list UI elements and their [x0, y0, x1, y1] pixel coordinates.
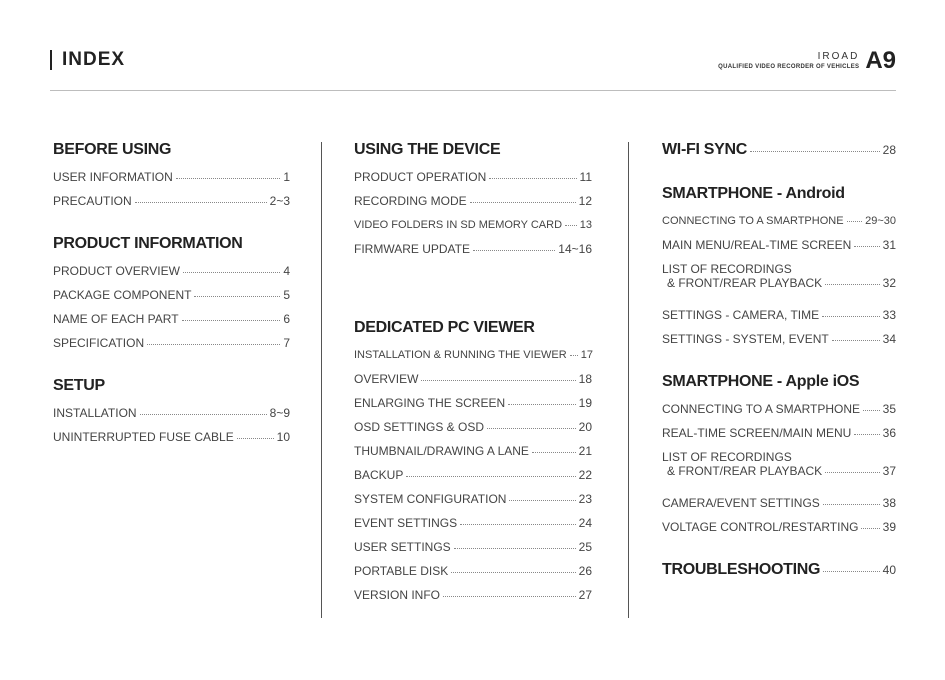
toc-entry[interactable]: [354, 396, 592, 420]
toc-entry[interactable]: [53, 430, 290, 454]
toc-column-3: [662, 140, 896, 580]
dot-leader: [473, 250, 555, 251]
toc-entry[interactable]: [354, 540, 592, 564]
toc-entry-page: 21: [578, 444, 592, 458]
model-name: A9: [865, 47, 896, 74]
toc-entry-page: 38: [882, 496, 896, 510]
dot-leader: [508, 404, 575, 405]
toc-entry-label: PRODUCT OVERVIEW: [53, 264, 180, 278]
toc-entry[interactable]: [354, 492, 592, 516]
toc-entry-page: 19: [578, 396, 592, 410]
toc-entry-page: 7: [283, 336, 290, 350]
page-title: INDEX: [50, 50, 125, 70]
dot-leader: [832, 340, 880, 341]
toc-entry-page: 20: [578, 420, 592, 434]
toc-entry-page: 11: [579, 170, 592, 184]
dot-leader: [451, 572, 575, 573]
dot-leader: [406, 476, 575, 477]
toc-entry[interactable]: [662, 402, 896, 426]
toc-entry-page: 32: [882, 276, 896, 290]
toc-entry-label: RECORDING MODE: [354, 194, 467, 208]
section-title-wifi-sync: WI-FI SYNC: [662, 141, 747, 158]
toc-entry-label: USER INFORMATION: [53, 170, 173, 184]
toc-entry-page: 1: [283, 170, 290, 184]
dot-leader: [847, 221, 863, 222]
section-title-smartphone-ios: SMARTPHONE - Apple iOS: [662, 373, 860, 390]
toc-entry-page: 33: [882, 308, 896, 322]
dot-leader: [863, 410, 880, 411]
toc-entry-label: EVENT SETTINGS: [354, 516, 458, 530]
toc-entry-label: ENLARGING THE SCREEN: [354, 396, 506, 410]
toc-entry-label: OVERVIEW: [354, 372, 419, 386]
toc-entry-page: 28: [882, 143, 896, 157]
section-title-setup: SETUP: [53, 377, 105, 394]
dot-leader: [183, 272, 280, 273]
toc-entry[interactable]: [662, 520, 896, 544]
dot-leader: [487, 428, 576, 429]
brand-logo: [718, 46, 896, 76]
dot-leader: [454, 548, 576, 549]
toc-entry-label: CAMERA/EVENT SETTINGS: [662, 496, 820, 510]
toc-entry[interactable]: [354, 348, 592, 372]
toc-entry-page: 6: [283, 312, 290, 326]
toc-entry-page: 27: [578, 588, 592, 602]
toc-entry-label: BACKUP: [354, 468, 404, 482]
brand-tagline: QUALIFIED VIDEO RECORDER OF VEHICLES: [718, 63, 860, 70]
toc-entry-page: 23: [578, 492, 592, 506]
dot-leader: [176, 178, 281, 179]
section-title-using-the-device: USING THE DEVICE: [354, 141, 501, 158]
toc-entry-page: 26: [578, 564, 592, 578]
toc-entry-label-line2: & FRONT/REAR PLAYBACK: [667, 464, 823, 478]
toc-entry-label: VERSION INFO: [354, 588, 441, 602]
toc-entry-label: VIDEO FOLDERS IN SD MEMORY CARD: [354, 219, 563, 231]
toc-entry[interactable]: [354, 444, 592, 468]
toc-entry-label: INSTALLATION & RUNNING THE VIEWER: [354, 349, 567, 361]
toc-entry-label: NAME OF EACH PART: [53, 312, 179, 326]
toc-entry[interactable]: [354, 468, 592, 492]
toc-entry[interactable]: [662, 450, 896, 496]
brand-text: [718, 51, 859, 72]
toc-entry[interactable]: [53, 264, 290, 288]
section-list-product-information: [53, 264, 290, 360]
toc-entry[interactable]: [662, 308, 896, 332]
toc-entry[interactable]: [354, 420, 592, 444]
toc-entry-wifi-sync[interactable]: [662, 140, 896, 160]
toc-entry[interactable]: [53, 194, 290, 218]
toc-entry-label: USER SETTINGS: [354, 540, 451, 554]
toc-entry-page: 12: [578, 194, 592, 208]
section-list-before-using: [53, 170, 290, 218]
dot-leader: [861, 528, 879, 529]
section-list-setup: [53, 406, 290, 454]
toc-entry-label: MAIN MENU/REAL-TIME SCREEN: [662, 238, 852, 252]
toc-column-1: [53, 140, 290, 454]
dot-leader: [823, 504, 880, 505]
dot-leader: [147, 344, 280, 345]
toc-entry-label-line2: & FRONT/REAR PLAYBACK: [667, 276, 823, 290]
toc-entry-page: 17: [580, 349, 593, 361]
toc-entry[interactable]: [354, 564, 592, 588]
section-title-product-information: PRODUCT INFORMATION: [53, 235, 243, 252]
column-divider: [321, 142, 322, 618]
toc-entry-label: PACKAGE COMPONENT: [53, 288, 192, 302]
toc-entry-page: 10: [276, 430, 290, 444]
toc-entry-label: INSTALLATION: [53, 406, 137, 420]
toc-entry-label: VOLTAGE CONTROL/RESTARTING: [662, 520, 859, 534]
section-list-smartphone-android: [662, 214, 896, 356]
toc-entry-label-line1: LIST OF RECORDINGS: [662, 262, 792, 276]
toc-entry[interactable]: [662, 426, 896, 450]
dot-leader: [570, 355, 578, 356]
toc-entry[interactable]: [662, 262, 896, 308]
dot-leader: [532, 452, 576, 453]
dot-leader: [135, 202, 267, 203]
section-list-dedicated-pc-viewer: [354, 348, 592, 612]
toc-entry-label: SYSTEM CONFIGURATION: [354, 492, 507, 506]
section-list-using-the-device: [354, 170, 592, 266]
dot-leader: [822, 316, 880, 317]
toc-entry-label: PORTABLE DISK: [354, 564, 449, 578]
page-header: [50, 40, 896, 91]
toc-entry[interactable]: [53, 312, 290, 336]
toc-entry[interactable]: [662, 496, 896, 520]
toc-entry-label: SPECIFICATION: [53, 336, 145, 350]
toc-entry-page: 2~3: [269, 194, 290, 208]
toc-entry[interactable]: [662, 238, 896, 262]
dot-leader: [489, 178, 576, 179]
dot-leader: [825, 472, 879, 473]
toc-entry-page: 13: [579, 219, 592, 231]
brand-name: IROAD: [817, 50, 860, 62]
dot-leader: [470, 202, 576, 203]
dot-leader: [443, 596, 576, 597]
dot-leader: [854, 434, 879, 435]
toc-entry-label: REAL-TIME SCREEN/MAIN MENU: [662, 426, 852, 440]
toc-entry[interactable]: [354, 242, 592, 266]
toc-entry[interactable]: [662, 214, 896, 238]
toc-entry[interactable]: [354, 218, 592, 242]
toc-entry[interactable]: [53, 336, 290, 360]
dot-leader: [140, 414, 267, 415]
toc-entry-page: 39: [882, 520, 896, 534]
toc-entry-page: 40: [882, 563, 896, 577]
toc-entry-page: 37: [882, 464, 896, 478]
section-title-troubleshooting: TROUBLESHOOTING: [662, 561, 821, 578]
toc-entry-page: 18: [578, 372, 592, 386]
toc-entry-label: PRECAUTION: [53, 194, 132, 208]
toc-entry-label: CONNECTING TO A SMARTPHONE: [662, 402, 861, 416]
toc-entry-label: OSD SETTINGS & OSD: [354, 420, 485, 434]
dot-leader: [565, 225, 577, 226]
toc-entry-page: 22: [578, 468, 592, 482]
toc-entry-troubleshooting[interactable]: [662, 560, 896, 580]
toc-entry-label: CONNECTING TO A SMARTPHONE: [662, 215, 844, 227]
toc-entry[interactable]: [53, 170, 290, 194]
toc-entry[interactable]: [354, 170, 592, 194]
column-divider: [628, 142, 629, 618]
toc-entry[interactable]: [354, 194, 592, 218]
toc-entry-label: UNINTERRUPTED FUSE CABLE: [53, 430, 234, 444]
dot-leader: [237, 438, 274, 439]
toc-entry-label: FIRMWARE UPDATE: [354, 242, 470, 256]
toc-entry[interactable]: [354, 588, 592, 612]
dot-leader: [825, 284, 879, 285]
dot-leader: [182, 320, 281, 321]
toc-entry-label: SETTINGS - CAMERA, TIME: [662, 308, 820, 322]
section-title-smartphone-android: SMARTPHONE - Android: [662, 185, 845, 202]
toc-entry-page: 24: [578, 516, 592, 530]
section-title-before-using: BEFORE USING: [53, 141, 172, 158]
toc-entry[interactable]: [354, 516, 592, 540]
toc-entry-page: 29~30: [865, 215, 896, 227]
toc-entry-label: THUMBNAIL/DRAWING A LANE: [354, 444, 529, 458]
toc-entry[interactable]: [53, 406, 290, 430]
dot-leader: [823, 571, 879, 572]
toc-entry-page: 14~16: [558, 242, 592, 256]
toc-entry-page: 36: [882, 426, 896, 440]
section-list-smartphone-ios: [662, 402, 896, 544]
dot-leader: [750, 151, 880, 152]
toc-entry-page: 5: [283, 288, 290, 302]
dot-leader: [509, 500, 575, 501]
section-title-dedicated-pc-viewer: DEDICATED PC VIEWER: [354, 319, 535, 336]
dot-leader: [421, 380, 575, 381]
toc-entry-page: 4: [283, 264, 290, 278]
toc-entry-page: 25: [578, 540, 592, 554]
toc-entry-page: 34: [882, 332, 896, 346]
toc-entry-page: 31: [882, 238, 896, 252]
dot-leader: [194, 296, 280, 297]
dot-leader: [854, 246, 879, 247]
toc-entry-label: PRODUCT OPERATION: [354, 170, 487, 184]
toc-entry[interactable]: [354, 372, 592, 396]
toc-column-2: [354, 140, 592, 612]
toc-entry-page: 35: [882, 402, 896, 416]
toc-entry-label-line1: LIST OF RECORDINGS: [662, 450, 792, 464]
toc-entry-label: SETTINGS - SYSTEM, EVENT: [662, 332, 829, 346]
toc-entry[interactable]: [662, 332, 896, 356]
dot-leader: [460, 524, 576, 525]
toc-entry-page: 8~9: [269, 406, 290, 420]
toc-entry[interactable]: [53, 288, 290, 312]
